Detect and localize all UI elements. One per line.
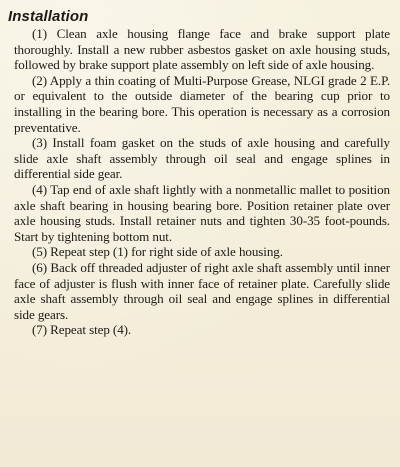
step-1-paragraph: (1) Clean axle housing flange face and brake support plate thoroughly. Install a new rubber asbestos gasket on axle housing studs, followed by brake support plate assembly on left side of axle housing. <box>14 26 390 73</box>
step-4-paragraph: (4) Tap end of axle shaft lightly with a nonmetallic mallet to position axle shaft bearing in housing bearing bore. Position retainer plate over axle housing studs. Install retainer nuts and tighten 30-35 foot-pounds. Start by tightening bottom nut. <box>14 181 390 244</box>
section-heading: Installation <box>8 8 89 25</box>
step-3-paragraph: (3) Install foam gasket on the studs of axle housing and carefully slide axle shaft assembly through oil seal and engage splines in differential side gear. <box>14 135 390 182</box>
step-5-paragraph: (5) Repeat step (1) for right side of axle housing. <box>32 244 283 260</box>
step-7-paragraph: (7) Repeat step (4). <box>32 322 132 338</box>
step-2-paragraph: (2) Apply a thin coating of Multi-Purpose Grease, NLGI grade 2 E.P. or equivalent to the outside diameter of the bearing cup prior to installing in the bearing bore. This operation is necessary as a corrosion preventative. <box>14 72 390 135</box>
step-6-paragraph: (6) Back off threaded adjuster of right axle shaft assembly until inner face of adjuster is flush with inner face of retainer plate. Carefully slide axle shaft assembly through oil seal and engage splines in differential side gears. <box>14 259 390 322</box>
